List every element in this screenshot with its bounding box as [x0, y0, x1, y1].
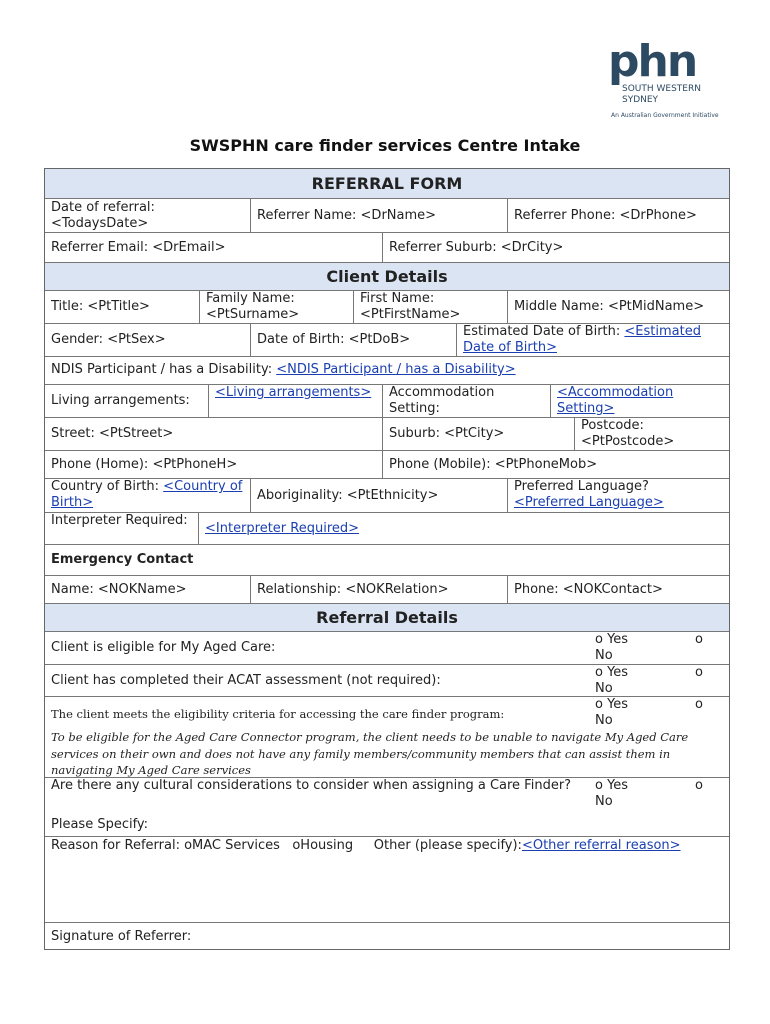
country-link[interactable]: <Country of Birth>	[51, 479, 243, 510]
section-referral-details: Referral Details	[45, 604, 729, 631]
living-label: Living arrangements:	[51, 393, 190, 408]
client-family-name[interactable]: Family Name: <PtSurname>	[206, 291, 300, 322]
accommodation-link[interactable]: <Accommodation Setting>	[557, 385, 674, 416]
living-link[interactable]: <Living arrangements>	[215, 385, 372, 400]
client-country[interactable]	[45, 479, 251, 512]
client-street[interactable]: Street: <PtStreet>	[51, 426, 174, 441]
no-option[interactable]: o	[695, 632, 703, 647]
no-option[interactable]: o	[695, 778, 703, 793]
no-label: No	[595, 648, 613, 663]
please-specify[interactable]: Please Specify:	[51, 817, 149, 832]
client-language[interactable]	[508, 479, 729, 512]
referrer-phone[interactable]: Referrer Phone: <DrPhone>	[514, 207, 697, 223]
client-first-name[interactable]: First Name: <PtFirstName>	[360, 291, 461, 322]
q-eligible-mac: Client is eligible for My Aged Care:	[51, 640, 276, 655]
est-dob-label: Estimated Date of Birth:	[463, 324, 625, 339]
ndis-link[interactable]: <NDIS Participant / has a Disability>	[276, 362, 516, 377]
emergency-contact-heading: Emergency Contact	[51, 552, 194, 567]
referrer-name[interactable]: Referrer Name: <DrName>	[257, 207, 437, 223]
yes-option[interactable]: o Yes	[595, 778, 629, 793]
language-label: Preferred Language?	[514, 479, 649, 494]
q-eligibility-note: To be eligible for the Aged Care Connector program, the client needs to be unable to navigate My Aged Care services on their own and does not have any family members/community members that can assist them in navigating My Aged Care services	[51, 730, 689, 777]
q-eligible-mac-options[interactable]	[587, 632, 729, 664]
reason-label: Reason for Referral: oMAC Services oHousing Other (please specify):	[51, 838, 522, 853]
client-phone-mobile[interactable]: Phone (Mobile): <PtPhoneMob>	[389, 456, 598, 472]
interpreter-link[interactable]: <Interpreter Required>	[205, 520, 360, 536]
ndis-label: NDIS Participant / has a Disability:	[51, 362, 277, 377]
q-acat: Client has completed their ACAT assessment (not required):	[51, 672, 441, 688]
referrer-email[interactable]: Referrer Email: <DrEmail>	[51, 239, 226, 255]
no-option[interactable]: o	[695, 665, 703, 680]
client-aboriginality[interactable]: Aboriginality: <PtEthnicity>	[257, 487, 439, 503]
client-postcode[interactable]: Postcode: <PtPostcode>	[581, 418, 675, 449]
referrer-suburb[interactable]: Referrer Suburb: <DrCity>	[389, 239, 564, 255]
logo-line2: SYDNEY	[622, 95, 659, 105]
client-title[interactable]: Title: <PtTitle>	[51, 299, 150, 314]
client-dob[interactable]: Date of Birth: <PtDoB>	[257, 332, 411, 347]
referral-date[interactable]: Date of referral: <TodaysDate>	[51, 199, 155, 231]
language-link[interactable]: <Preferred Language>	[514, 495, 664, 510]
logo-tagline: An Australian Government Initiative	[611, 112, 719, 119]
nok-phone[interactable]: Phone: <NOKContact>	[514, 581, 663, 597]
no-option[interactable]: o	[695, 697, 703, 712]
yes-option[interactable]: o Yes	[595, 632, 629, 647]
referral-form	[44, 168, 730, 950]
client-phone-home[interactable]: Phone (Home): <PtPhoneH>	[51, 456, 238, 472]
logo-text: phn	[608, 36, 697, 87]
q-cultural-options[interactable]	[587, 778, 729, 811]
q-eligibility-criteria: The client meets the eligibility criteria for accessing the care finder program:	[51, 707, 505, 721]
no-label: No	[595, 713, 613, 728]
referral-reason[interactable]	[45, 838, 729, 928]
client-suburb[interactable]: Suburb: <PtCity>	[389, 426, 505, 441]
q-acat-options[interactable]	[587, 665, 729, 696]
phn-logo	[608, 36, 738, 124]
client-ndis[interactable]	[45, 357, 729, 384]
logo-line1: SOUTH WESTERN	[622, 84, 701, 94]
no-label: No	[595, 681, 613, 696]
accommodation-label: Accommodation Setting:	[389, 385, 495, 416]
signature-of-referrer[interactable]: Signature of Referrer:	[51, 928, 192, 944]
no-label: No	[595, 794, 613, 809]
client-gender[interactable]: Gender: <PtSex>	[51, 332, 166, 347]
page-title: SWSPHN care finder services Centre Intake	[189, 136, 581, 155]
section-referral-form: REFERRAL FORM	[45, 169, 729, 198]
yes-option[interactable]: o Yes	[595, 697, 629, 712]
q-eligibility-options[interactable]	[587, 697, 729, 729]
country-label: Country of Birth:	[51, 479, 164, 494]
client-estimated-dob[interactable]	[457, 324, 729, 356]
interpreter-label: Interpreter Required:	[51, 513, 188, 528]
yes-option[interactable]: o Yes	[595, 665, 629, 680]
est-dob-link[interactable]: <Estimated Date of Birth>	[463, 324, 701, 355]
nok-name[interactable]: Name: <NOKName>	[51, 581, 187, 597]
section-client-details: Client Details	[45, 263, 729, 290]
q-cultural: Are there any cultural considerations to consider when assigning a Care Finder?	[51, 778, 572, 793]
client-middle-name[interactable]: Middle Name: <PtMidName>	[514, 299, 705, 314]
nok-relationship[interactable]: Relationship: <NOKRelation>	[257, 581, 449, 597]
reason-link[interactable]: <Other referral reason>	[521, 838, 681, 853]
